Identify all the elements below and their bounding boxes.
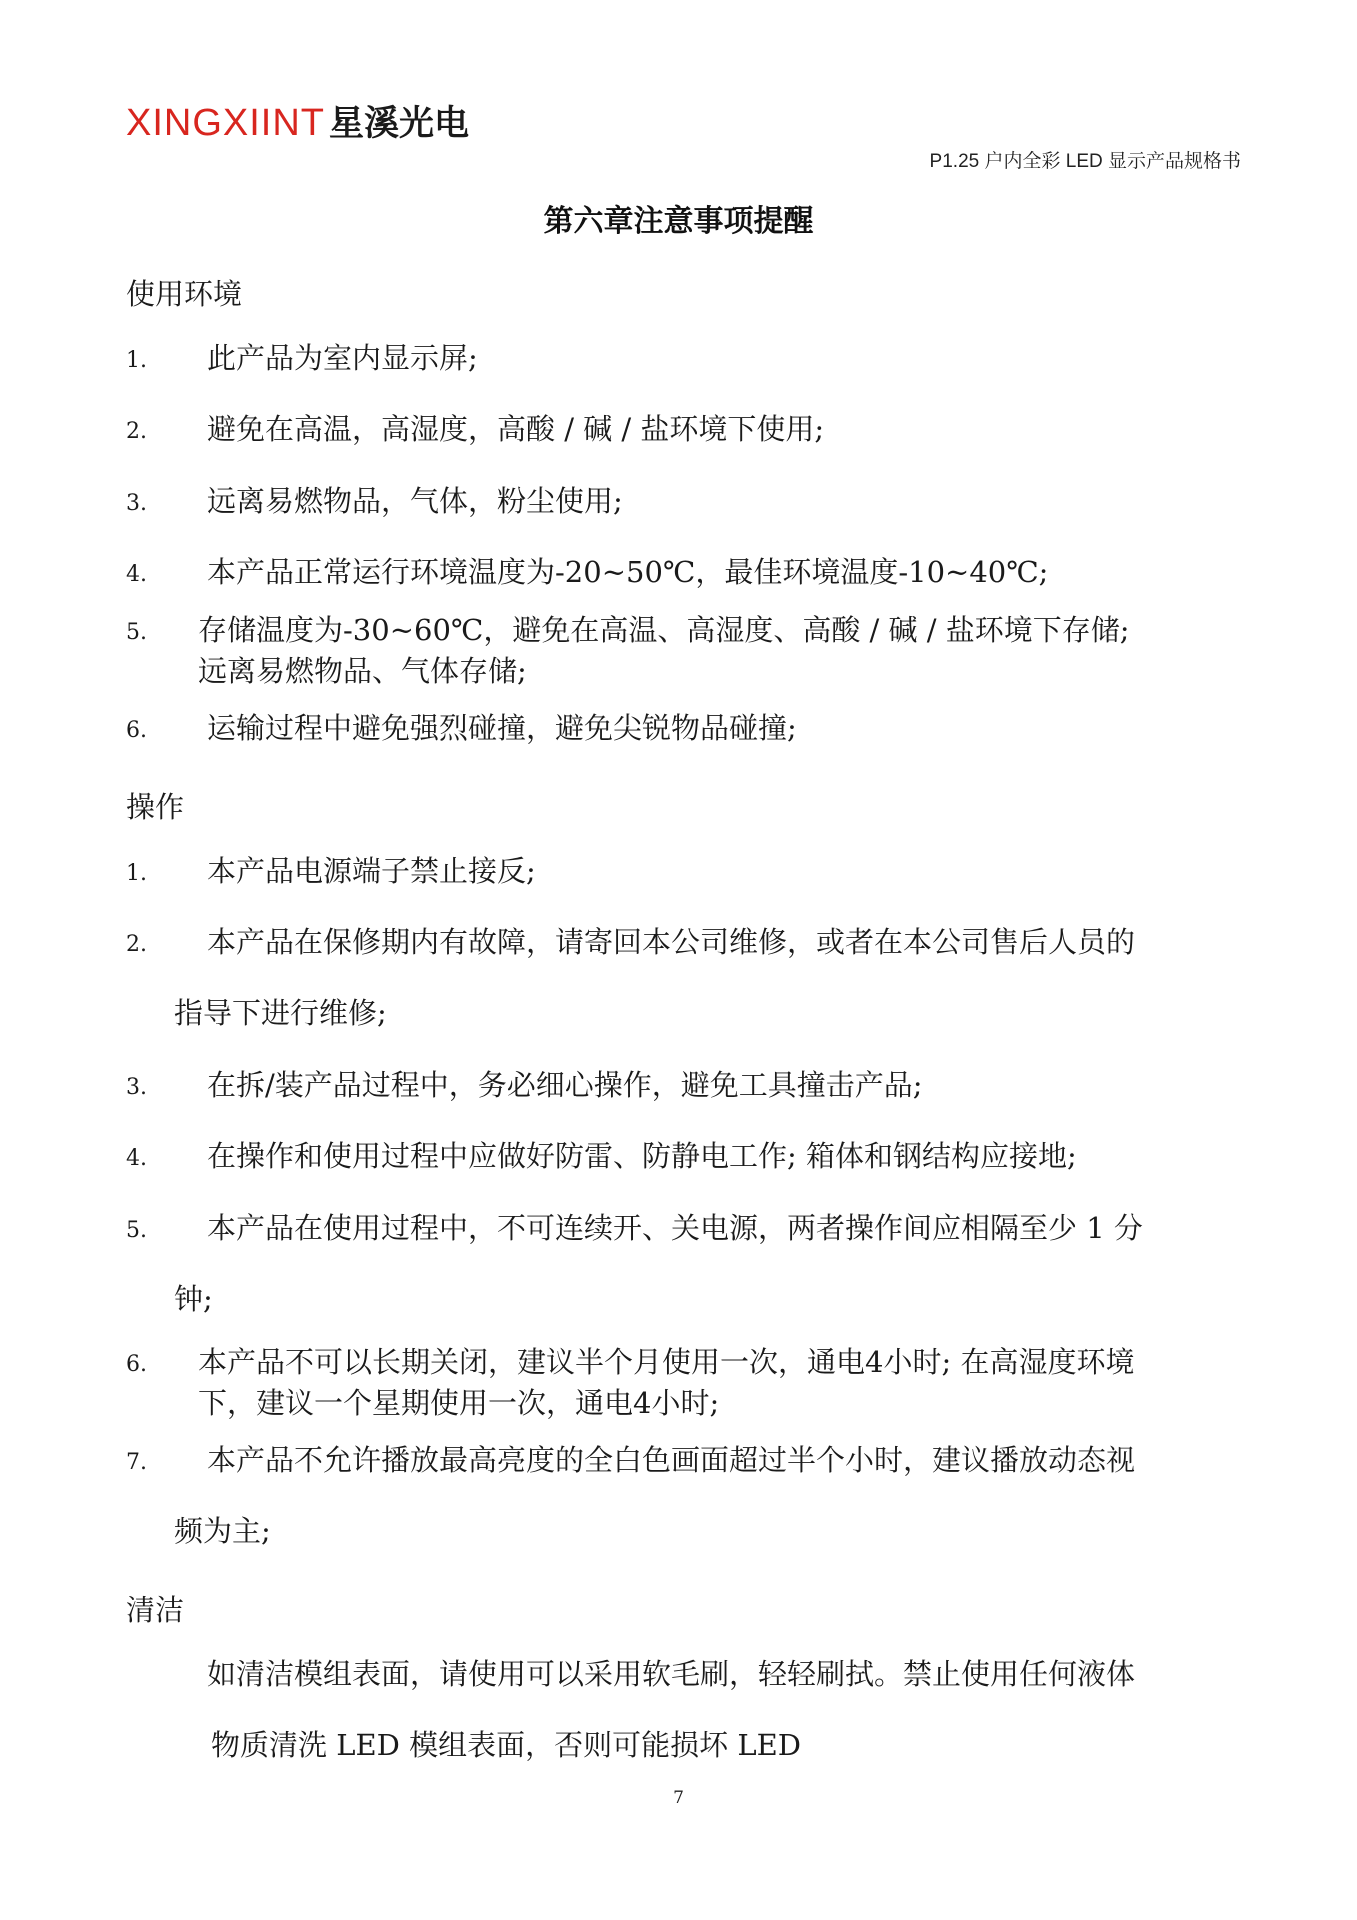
list-number: 2. [126, 419, 147, 444]
list-item-text: 下，建议一个星期使用一次，通电4小时; [198, 1386, 720, 1420]
list-item-text: 此产品为室内显示屏; [207, 341, 478, 375]
list-item-text: 本产品在使用过程中，不可连续开、关电源，两者操作间应相隔至少 1 分 [207, 1211, 1143, 1245]
list-number: 4. [126, 562, 147, 587]
list-number: 1. [126, 861, 147, 886]
section-title-usage: 使用环境 [126, 277, 243, 311]
list-item-text: 远离易燃物品，气体，粉尘使用; [207, 484, 623, 518]
document-subtitle: P1.25 户内全彩 LED 显示产品规格书 [929, 151, 1241, 172]
list-number: 2. [126, 932, 147, 957]
list-number: 3. [126, 491, 147, 516]
list-item-text: 本产品正常运行环境温度为-20~50℃，最佳环境温度-10~40℃; [207, 555, 1049, 589]
paragraph-line: 如清洁模组表面，请使用可以采用软毛刷，轻轻刷拭。禁止使用任何液体 [207, 1657, 1136, 1691]
list-item-text: 本产品在保修期内有故障，请寄回本公司维修，或者在本公司售后人员的 [207, 925, 1136, 959]
list-number: 7. [126, 1450, 147, 1475]
list-number: 6. [126, 1352, 147, 1377]
list-number: 4. [126, 1146, 147, 1171]
page-number: 7 [673, 1788, 684, 1808]
list-number: 5. [126, 1218, 147, 1243]
list-item-text: 在操作和使用过程中应做好防雷、防静电工作; 箱体和钢结构应接地; [207, 1139, 1077, 1173]
list-item-text: 本产品电源端子禁止接反; [207, 854, 536, 888]
paragraph-line: 物质清洗 LED 模组表面，否则可能损坏 LED [211, 1728, 802, 1762]
chapter-title: 第六章注意事项提醒 [543, 204, 814, 239]
list-item-text: 存储温度为-30~60℃，避免在高温、高湿度、高酸 / 碱 / 盐环境下存储; [198, 613, 1130, 647]
list-number: 6. [126, 718, 147, 743]
list-item-text: 本产品不可以长期关闭，建议半个月使用一次，通电4小时; 在高湿度环境 [198, 1345, 1135, 1379]
list-item-text: 避免在高温，高湿度，高酸 / 碱 / 盐环境下使用; [207, 412, 825, 446]
section-title-cleaning: 清洁 [126, 1593, 185, 1627]
list-item-text: 运输过程中避免强烈碰撞，避免尖锐物品碰撞; [207, 711, 797, 745]
list-item-text: 在拆/装产品过程中，务必细心操作，避免工具撞击产品; [207, 1068, 923, 1102]
list-item-text: 指导下进行维修; [174, 996, 387, 1030]
logo-cn: 星溪光电 [329, 104, 470, 144]
list-number: 3. [126, 1075, 147, 1100]
logo-en: XINGXIINT [126, 102, 326, 144]
list-number: 1. [126, 348, 147, 373]
section-title-operation: 操作 [126, 790, 185, 824]
list-item-text: 本产品不允许播放最高亮度的全白色画面超过半个小时，建议播放动态视 [207, 1443, 1136, 1477]
company-logo [126, 96, 469, 146]
list-item-text: 频为主; [174, 1514, 271, 1548]
list-number: 5. [126, 620, 147, 645]
list-item-text: 钟; [174, 1282, 213, 1316]
list-item-text: 远离易燃物品、气体存储; [198, 654, 527, 688]
